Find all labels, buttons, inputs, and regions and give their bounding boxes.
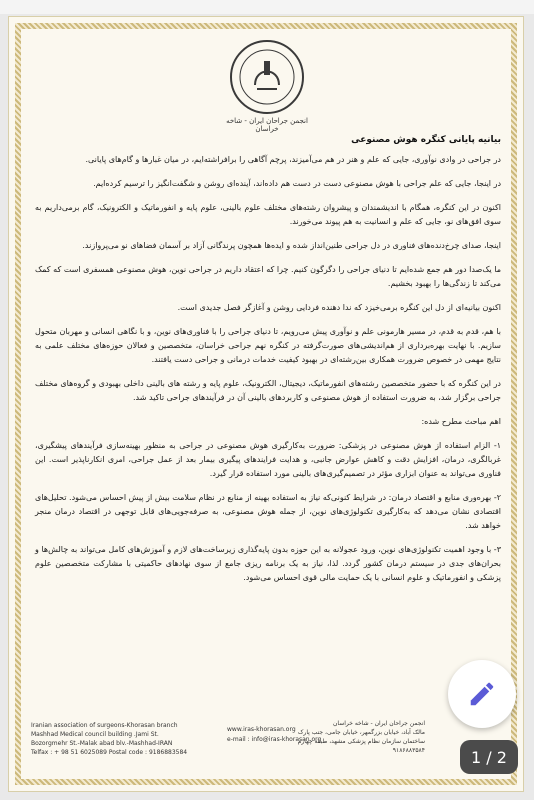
document-title: بیانیه پایانی کنگره هوش مصنوعی [351,135,501,145]
list-item: ۳- با وجود اهمیت تکنولوژی‌های نوین، ورود عجولانه به این حوزه بدون پایه‌گذاری زیرساخت‌های لازم و آموزش‌های کامل می‌تواند به چالش‌ها و بحران‌های جدی در سیستم درمان کشور گردد. لذا، نیاز به یک برنامه ریزی جامع از سوی نهادهای حاکمیتی با مشارکت متخصصین علوم پزشکی و انفورماتیک و علوم انسانی با یک حمایت مالی قوی احساس می‌شود. [35,545,501,582]
list-item: ۱- الزام استفاده از هوش مصنوعی در پزشکی: ضرورت به‌کارگیری هوش مصنوعی در جراحی به منظور بهینه‌سازی فرآیندهای پیشگیری، غربالگری، درمان، افزایش دقت و کاهش عوارض جانبی، و هدایت فرایندهای پیگیری بیمار بعد از عمل جراحی، امری انکارناپذیر است. این فناوری می‌تواند به عنوان ابزاری مؤثر در تصمیم‌گیری‌های بالینی مورد استفاده قرار گیرد. [35,441,501,478]
footer-persian-address: انجمن جراحان ایران - شاخه خراسان مالک آباد، خیابان بزرگمهر، خیابان جامی، جنب پارک ساختمان سازمان نظام پزشکی مشهد، طبقه چهارم ۹۱۸۶۸۸۳۵۸۴ [297,720,425,754]
letterhead-footer [27,715,505,769]
page-content [27,35,505,773]
paragraph: با هم، قدم به قدم، در مسیر هارمونی علم و نوآوری پیش می‌رویم، تا دنیای جراحی را با فناوری‌های نوین، و با نگاهی انسانی و مهربان متحول سازیم. با نهایت بهره‌برداری از هم‌اندیشی‌های صورت‌گرفته در کنگره نهم جراحی خراسان، متخصصین و فعالان حوزه‌های مختلف علمی به نتایج مهمی در خصوص ضرورت همکاری بین‌رشته‌ای در بهبود کیفیت خدمات درمانی و جراحی دست یافتند. [35,327,501,364]
footer-web-contact: www.iras-khorasan.org e-mail : info@iras-khorasan.org [227,726,322,743]
page-counter: 1 / 2 [460,740,518,774]
paragraph: در اینجا، جایی که علم جراحی با هوش مصنوعی دست در دست هم داده‌اند، آینده‌ای روشن و شگفت‌انگیز را ترسیم کرده‌ایم. [93,179,501,188]
paragraph: اکنون بیانیه‌ای از دل این کنگره برمی‌خیزد که ندا دهنده فردایی روشن و آغازگر فصل جدیدی است. [177,303,501,312]
footer-english-address: Iranian association of surgeons-Khorasan branch Mashhad Medical council building .Jami St. Bozorgmehr St.-Malak abad blv.-Mashhad-IRAN Telfax : + 98 51 6025089 Postal code : 9186883584 [31,722,188,756]
edit-button[interactable] [448,660,516,728]
paragraph: اینجا، صدای چرخ‌دنده‌های فناوری در دل جراحی طنین‌انداز شده و ایده‌ها همچون پرندگانی آزاد بر آسمان فضاهای نو می‌پروازند. [82,241,501,250]
association-logo [227,37,307,117]
document-page [8,16,524,792]
paragraph: در این کنگره که با حضور متخصصین رشته‌های انفورماتیک، دیجیتال، الکترونیک، علوم پایه و رشته های بالینی داخلی بهبودی و گروه‌های مختلف جراحی برگزار شد، به ضرورت استفاده از هوش مصنوعی و کاربردهای بالینی آن در فرآیندهای جراحی تاکید شد. [35,379,501,402]
top-status-bar [0,0,534,14]
paragraph: اکنون در این کنگره، همگام با اندیشمندان و پیشروان رشته‌های مختلف علوم بالینی، علوم پایه و انفورماتیک و الکترونیک، گام برمی‌داریم به سوی افق‌های نو، جایی که علم و انسانیت به هم پیوند می‌خورند. [35,203,501,226]
document-body [35,153,501,595]
logo-caption: انجمن جراحان ایران - شاخه خراسان [226,117,308,133]
paragraph: ما یک‌صدا دور هم جمع شده‌ایم تا دنیای جراحی را دگرگون کنیم. چرا که اعتقاد داریم در جراحی نوین، هوش مصنوعی همسفری است که کمک می‌کند تا زندگی‌ها را بهبود بخشیم. [35,265,501,288]
section-heading: اهم مباحث مطرح شده: [421,417,501,426]
pencil-icon [467,679,497,709]
paragraph: در جراحی در وادی نوآوری، جایی که علم و هنر در هم می‌آمیزند، پرچم آگاهی را برافراشته‌ایم، در میان غبارها و گام‌های پایانی. [85,155,501,164]
list-item: ۲- بهره‌وری منابع و اقتصاد درمان: در شرایط کنونی‌که نیاز به استفاده بهینه از منابع در نظام سلامت بیش از پیش احساس می‌شود. تحلیل‌های اقتصادی نشان می‌دهد که به‌کارگیری تکنولوژی‌های نوین، از جمله هوش مصنوعی، به صرفه‌جویی‌های قابل توجهی در اقتصاد درمان منجر خواهد شد. [35,493,501,530]
